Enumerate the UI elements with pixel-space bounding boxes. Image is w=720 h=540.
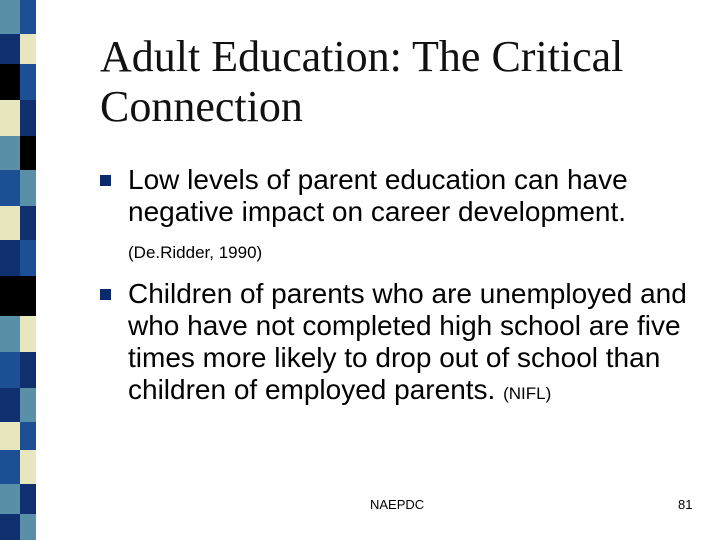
stripe-block <box>0 34 20 64</box>
stripe-block <box>0 64 20 100</box>
stripe-block <box>0 100 20 136</box>
page-number: 81 <box>678 497 693 512</box>
stripe-block <box>20 316 36 352</box>
stripe-block <box>20 206 36 240</box>
stripe-block <box>20 136 36 170</box>
square-bullet-icon <box>100 175 111 186</box>
stripe-block <box>20 276 36 316</box>
stripe-block <box>0 316 20 352</box>
footer-label: NAEPDC <box>370 497 425 512</box>
stripe-block <box>20 484 36 514</box>
stripe-block <box>0 388 20 422</box>
slide-title: Adult Education: The Critical Connection <box>100 32 624 131</box>
stripe-block <box>20 34 36 64</box>
stripe-block <box>20 514 36 540</box>
stripe-block <box>20 388 36 422</box>
stripe-block <box>20 100 36 136</box>
stripe-block <box>20 240 36 276</box>
stripe-block <box>0 352 20 388</box>
decorative-side-stripe <box>0 0 36 540</box>
stripe-block <box>20 0 36 34</box>
bullet-text <box>128 278 700 410</box>
stripe-block <box>0 422 20 450</box>
stripe-block <box>0 450 20 484</box>
stripe-block <box>0 276 20 316</box>
bullet-citation: (NIFL) <box>503 384 552 403</box>
bullet-item <box>100 164 700 228</box>
stripe-block <box>0 514 20 540</box>
stripe-block <box>20 422 36 450</box>
square-bullet-icon <box>100 289 111 300</box>
bullet-body: Children of parents who are unemployed and who have not completed high school are five times more likely to drop out of school than children of employed parents. <box>128 278 687 405</box>
stripe-block <box>0 206 20 240</box>
stripe-block <box>0 0 20 34</box>
stripe-block <box>20 64 36 100</box>
bullet-citation: (De.Ridder, 1990) <box>128 243 263 262</box>
stripe-block <box>0 136 20 170</box>
stripe-block <box>0 170 20 206</box>
bullet-text: Low levels of parent education can have negative impact on career development. <box>128 164 628 227</box>
stripe-block <box>0 240 20 276</box>
stripe-block <box>20 170 36 206</box>
stripe-block <box>0 484 20 514</box>
stripe-block <box>20 352 36 388</box>
bullet-item <box>100 278 700 410</box>
stripe-block <box>20 450 36 484</box>
